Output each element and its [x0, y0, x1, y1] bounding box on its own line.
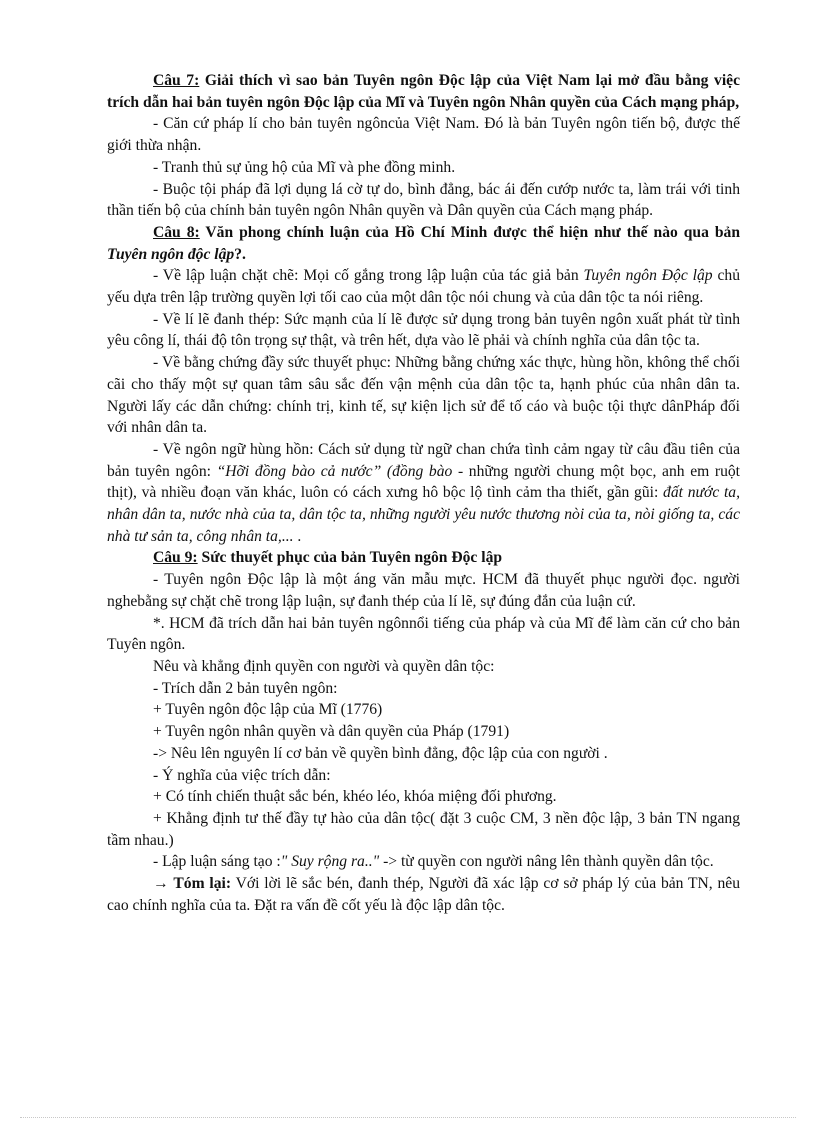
page-bottom-divider — [20, 1117, 796, 1118]
summary-paragraph — [107, 873, 740, 916]
question-7-paragraph: - Căn cứ pháp lí cho bản tuyên ngôncủa Việt Nam. Đó là bản Tuyên ngôn tiến bộ, được thế giới thừa nhận. — [107, 115, 740, 155]
question-7-paragraph: - Buộc tội pháp đã lợi dụng lá cờ tự do, bình đẳng, bác ái đến cướp nước ta, làm trái với tinh thần tiến bộ của chính bản tuyên ngôn Nhân quyền và Dân quyền của Cách mạng pháp. — [107, 180, 740, 220]
question-9-paragraph: *. HCM đã trích dẫn hai bản tuyên ngônnổi tiếng của pháp và của Mĩ để làm căn cứ cho bản Tuyên ngôn. — [107, 614, 740, 654]
question-9-paragraph: -> Nêu lên nguyên lí cơ bản về quyền bình đẳng, độc lập của con người . — [153, 744, 608, 762]
question-7-title: Giải thích vì sao bản Tuyên ngôn Độc lập của Việt Nam lại mở đầu bằng việc trích dẫn hai bản tuyên ngôn Độc lập của Mĩ và Tuyên ngôn Nhân quyền của Cách mạng pháp, — [107, 72, 740, 111]
question-8-title-end: ?. — [234, 245, 246, 263]
text-run: - Về lập luận chặt chẽ: Mọi cố gắng trong lập luận của tác giả bản — [153, 267, 584, 285]
question-9-paragraph: - Trích dẫn 2 bản tuyên ngôn: — [153, 679, 338, 697]
question-9-paragraph: + Tuyên ngôn độc lập của Mĩ (1776) — [153, 701, 383, 719]
text-run: -> từ quyền con người nâng lên thành quyền dân tộc. — [379, 853, 714, 871]
italic-run: đất nước ta, nhân dân ta, nước nhà của ta, dân tộc ta, những người yêu nước thương nòi của ta, nòi giống ta, các nhà tư sản ta, công nhân ta,... — [107, 484, 741, 545]
text-run: - Về ngôn ngữ hùng hồn: Cách sử dụng từ ngữ chan chứa tình cảm ngay từ câu đầu tiên của bản tuyên ngôn: — [107, 440, 740, 480]
question-8-paragraph — [107, 265, 740, 308]
italic-run: " Suy rộng ra.." — [280, 853, 380, 871]
question-9-paragraph: - Ý nghĩa của việc trích dẫn: — [153, 766, 331, 784]
text-run: - Lập luận sáng tạo : — [153, 853, 281, 871]
question-9-paragraph — [107, 851, 740, 873]
question-8-paragraph — [107, 439, 740, 548]
text-run: . — [293, 527, 302, 545]
question-8-title-italic: Tuyên ngôn độc lập — [107, 245, 235, 263]
question-7-heading — [107, 70, 740, 113]
question-9-paragraph: + Tuyên ngôn nhân quyền và dân quyền của Pháp (1791) — [153, 723, 510, 741]
question-7-paragraph: - Tranh thủ sự ủng hộ của Mĩ và phe đồng minh. — [153, 158, 456, 176]
question-9-paragraph: + Có tính chiến thuật sắc bén, khéo léo, khóa miệng đối phương. — [153, 788, 557, 806]
italic-run: Tuyên ngôn Độc lập — [583, 267, 713, 285]
question-9-label: Câu 9: — [153, 549, 198, 567]
question-9-paragraph: Nêu và khẳng định quyền con người và quyền dân tộc: — [153, 657, 495, 675]
italic-run: “Hỡi đồng bào cả nước” (đồng bào — [216, 462, 453, 480]
text-run: Với lời lẽ sắc bén, đanh thép, Người đã xác lập cơ sở pháp lý của bản TN, nêu cao chính nghĩa của ta. Đặt ra vấn đề cốt yếu là độc lập dân tộc. — [107, 875, 740, 914]
text-run: chủ yếu dựa trên lập trường quyền lợi tối cao của một dân tộc nói chung và của dân tộc ta nói riêng. — [107, 267, 740, 307]
question-9-paragraph: - Tuyên ngôn Độc lập là một áng văn mẫu mực. HCM đã thuyết phục người đọc. người nghebằng sự chặt chẽ trong lập luận, sự đanh thép của lí lẽ, sự đúng đắn của luận cứ. — [107, 571, 740, 610]
question-8-label: Câu 8: — [153, 223, 200, 241]
bold-run: Tóm lại: — [173, 875, 232, 893]
question-8-heading — [107, 222, 740, 265]
question-7-label: Câu 7: — [153, 72, 200, 89]
question-8-title: Văn phong chính luận của Hồ Chí Minh được thể hiện như thế nào qua bản — [199, 223, 741, 241]
arrow-run: → — [153, 875, 174, 893]
document-page — [107, 70, 740, 916]
text-run: - những người chung một bọc, anh em ruột thịt), và nhiều đoạn văn khác, luôn có cách xưng hô bộc lộ tình cảm tha thiết, gần gũi: — [107, 462, 741, 502]
question-8-paragraph: - Về bằng chứng đầy sức thuyết phục: Những bằng chứng xác thực, hùng hồn, không thể chối cãi cho thấy một sự quan tâm sâu sắc đến vận mệnh của dân tộc ta, hạnh phúc của nhân dân ta. Người lấy các dẫn chứng: chính trị, kinh tế, sự kiện lịch sử để tố cáo và buộc tội thực dânPháp đối với nhân dân ta. — [107, 354, 740, 437]
question-8-paragraph: - Về lí lẽ đanh thép: Sức mạnh của lí lẽ được sử dụng trong bản tuyên ngôn xuất phát từ tình yêu công lí, thái độ tôn trọng sự thật, và trên hết, dựa vào lẽ phải và chính nghĩa của dân tộc ta. — [107, 310, 740, 350]
question-9-paragraph: + Khẳng định tư thế đầy tự hào của dân tộc( đặt 3 cuộc CM, 3 nền độc lập, 3 bản TN ngang tầm nhau.) — [107, 809, 740, 849]
question-9-heading — [107, 547, 740, 569]
question-9-title: Sức thuyết phục của bản Tuyên ngôn Độc lập — [197, 549, 503, 567]
